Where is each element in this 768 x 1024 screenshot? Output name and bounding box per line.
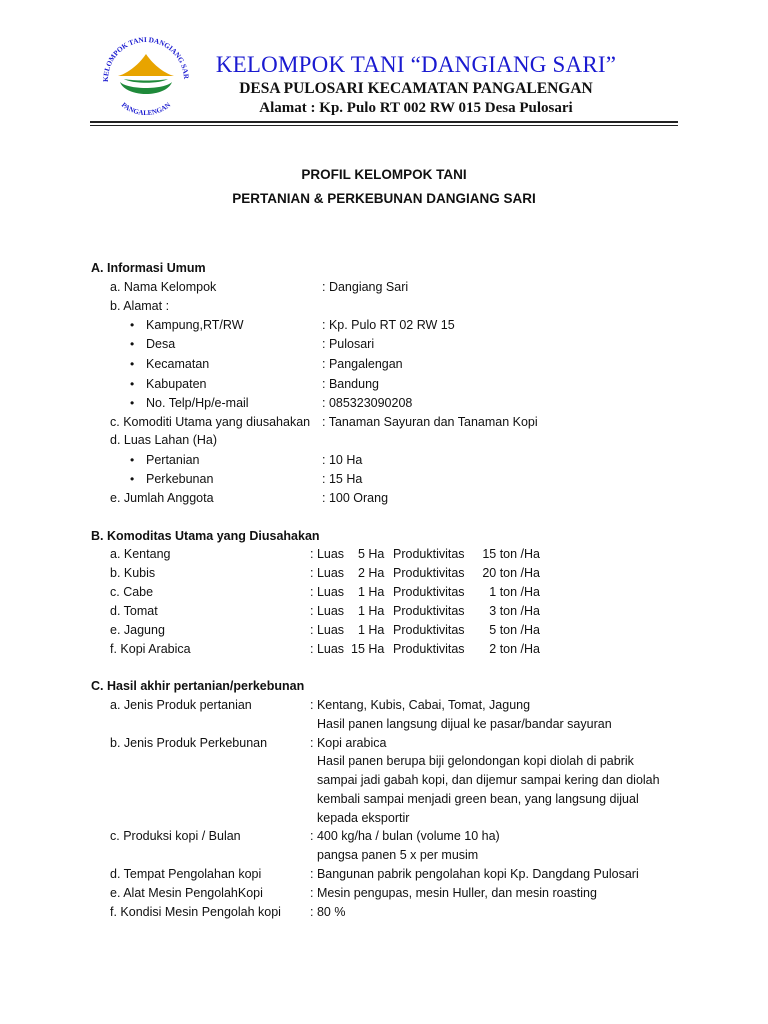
section-a-heading: A. Informasi Umum bbox=[91, 261, 206, 275]
commodity-name: f. Kopi Arabica bbox=[110, 642, 191, 656]
organization-logo bbox=[98, 32, 194, 122]
section-a-row-value: : Pulosari bbox=[322, 337, 375, 351]
bullet-icon: • bbox=[130, 377, 135, 391]
header-rule-thick bbox=[90, 121, 678, 123]
section-a-row-label: Perkebunan bbox=[146, 472, 214, 486]
commodity-name: e. Jagung bbox=[110, 623, 165, 637]
commodity-productivity-label: Produktivitas bbox=[393, 585, 465, 599]
logo-text-top: KELOMPOK TANI DANGIANG SAR bbox=[101, 35, 191, 83]
result-text: : Kopi arabica bbox=[310, 736, 387, 750]
section-b-heading: B. Komoditas Utama yang Diusahakan bbox=[91, 529, 320, 543]
result-label: f. Kondisi Mesin Pengolah kopi bbox=[110, 905, 281, 919]
commodity-productivity-value: 1 ton /Ha bbox=[489, 585, 540, 599]
section-a-row-label: c. Komoditi Utama yang diusahakan bbox=[110, 415, 311, 429]
commodity-productivity-label: Produktivitas bbox=[393, 566, 465, 580]
commodity-area: : Luas 5 Ha bbox=[310, 547, 385, 561]
result-label: d. Tempat Pengolahan kopi bbox=[110, 867, 262, 881]
section-a-row-label: Desa bbox=[146, 337, 176, 351]
roof-shape bbox=[118, 54, 174, 76]
leaf-bowl bbox=[120, 82, 172, 94]
letterhead bbox=[0, 0, 768, 130]
result-text: kepada eksportir bbox=[317, 811, 410, 825]
result-text: kembali sampai menjadi green bean, yang langsung dijual bbox=[317, 792, 639, 806]
section-a-row-label: e. Jumlah Anggota bbox=[110, 491, 214, 505]
header-rule-thin bbox=[90, 125, 678, 126]
section-a-row-label: Kampung,RT/RW bbox=[146, 318, 244, 332]
commodity-productivity-value: 15 ton /Ha bbox=[482, 547, 540, 561]
organization-subtitle: DESA PULOSARI KECAMATAN PANGALENGAN bbox=[239, 80, 593, 97]
section-a-row-value: : Kp. Pulo RT 02 RW 15 bbox=[322, 318, 455, 332]
commodity-productivity-value: 2 ton /Ha bbox=[489, 642, 540, 656]
result-text: : 400 kg/ha / bulan (volume 10 ha) bbox=[310, 829, 500, 843]
result-text: : Kentang, Kubis, Cabai, Tomat, Jagung bbox=[310, 698, 531, 712]
result-text: : 80 % bbox=[310, 905, 346, 919]
result-text: : Bangunan pabrik pengolahan kopi Kp. Dangdang Pulosari bbox=[310, 867, 639, 881]
commodity-area: : Luas 1 Ha bbox=[310, 604, 385, 618]
result-text: : Mesin pengupas, mesin Huller, dan mesin roasting bbox=[310, 886, 597, 900]
section-a-row-label: b. Alamat : bbox=[110, 299, 170, 313]
result-label: b. Jenis Produk Perkebunan bbox=[110, 736, 268, 750]
section-a-row-value: : 100 Orang bbox=[322, 491, 389, 505]
bullet-icon: • bbox=[130, 337, 135, 351]
section-a-row-label: Kabupaten bbox=[146, 377, 207, 391]
bullet-icon: • bbox=[130, 357, 135, 371]
result-text: Hasil panen langsung dijual ke pasar/bandar sayuran bbox=[317, 717, 612, 731]
commodity-area: : Luas 1 Ha bbox=[310, 623, 385, 637]
section-a-row-label: a. Nama Kelompok bbox=[110, 280, 217, 294]
section-a-row-value: : Bandung bbox=[322, 377, 379, 391]
result-text: Hasil panen berupa biji gelondongan kopi diolah di pabrik bbox=[317, 754, 634, 768]
commodity-productivity-value: 3 ton /Ha bbox=[489, 604, 540, 618]
commodity-productivity-label: Produktivitas bbox=[393, 604, 465, 618]
commodity-name: c. Cabe bbox=[110, 585, 154, 599]
organization-name: KELOMPOK TANI “DANGIANG SARI” bbox=[215, 52, 617, 77]
section-a-row-label: d. Luas Lahan (Ha) bbox=[110, 433, 218, 447]
organization-address: Alamat : Kp. Pulo RT 002 RW 015 Desa Pulosari bbox=[259, 100, 573, 116]
section-a-row-label: Pertanian bbox=[146, 453, 200, 467]
section-a-row-label: Kecamatan bbox=[146, 357, 210, 371]
commodity-area: : Luas 1 Ha bbox=[310, 585, 385, 599]
commodity-name: a. Kentang bbox=[110, 547, 171, 561]
result-label: e. Alat Mesin PengolahKopi bbox=[110, 886, 263, 900]
commodity-area: : Luas 2 Ha bbox=[310, 566, 385, 580]
bullet-icon: • bbox=[130, 396, 135, 410]
section-a-row-label: No. Telp/Hp/e-mail bbox=[146, 396, 249, 410]
section-c-heading: C. Hasil akhir pertanian/perkebunan bbox=[91, 679, 305, 693]
commodity-name: b. Kubis bbox=[110, 566, 156, 580]
result-label: c. Produksi kopi / Bulan bbox=[110, 829, 241, 843]
result-label: a. Jenis Produk pertanian bbox=[110, 698, 252, 712]
commodity-area: : Luas 15 Ha bbox=[310, 642, 385, 656]
section-a-row-value: : 10 Ha bbox=[322, 453, 363, 467]
logo-text-bottom: PANGALENGAN bbox=[119, 100, 173, 118]
result-text: sampai jadi gabah kopi, dan dijemur sampai kering dan diolah bbox=[317, 773, 660, 787]
commodity-name: d. Tomat bbox=[110, 604, 158, 618]
section-a-row-value: : Pangalengan bbox=[322, 357, 403, 371]
commodity-productivity-value: 20 ton /Ha bbox=[482, 566, 540, 580]
document-title-line1: PROFIL KELOMPOK TANI bbox=[301, 167, 467, 182]
section-a-row-value: : Dangiang Sari bbox=[322, 280, 409, 294]
result-text: pangsa panen 5 x per musim bbox=[317, 848, 479, 862]
commodity-productivity-value: 5 ton /Ha bbox=[489, 623, 540, 637]
leaf-band bbox=[124, 79, 168, 83]
bullet-icon: • bbox=[130, 453, 135, 467]
section-a-row-value: : Tanaman Sayuran dan Tanaman Kopi bbox=[322, 415, 538, 429]
commodity-productivity-label: Produktivitas bbox=[393, 547, 465, 561]
commodity-productivity-label: Produktivitas bbox=[393, 623, 465, 637]
section-a-row-value: : 085323090208 bbox=[322, 396, 413, 410]
document-title-line2: PERTANIAN & PERKEBUNAN DANGIANG SARI bbox=[232, 191, 536, 206]
section-a-row-value: : 15 Ha bbox=[322, 472, 363, 486]
bullet-icon: • bbox=[130, 318, 135, 332]
bullet-icon: • bbox=[130, 472, 135, 486]
commodity-productivity-label: Produktivitas bbox=[393, 642, 465, 656]
